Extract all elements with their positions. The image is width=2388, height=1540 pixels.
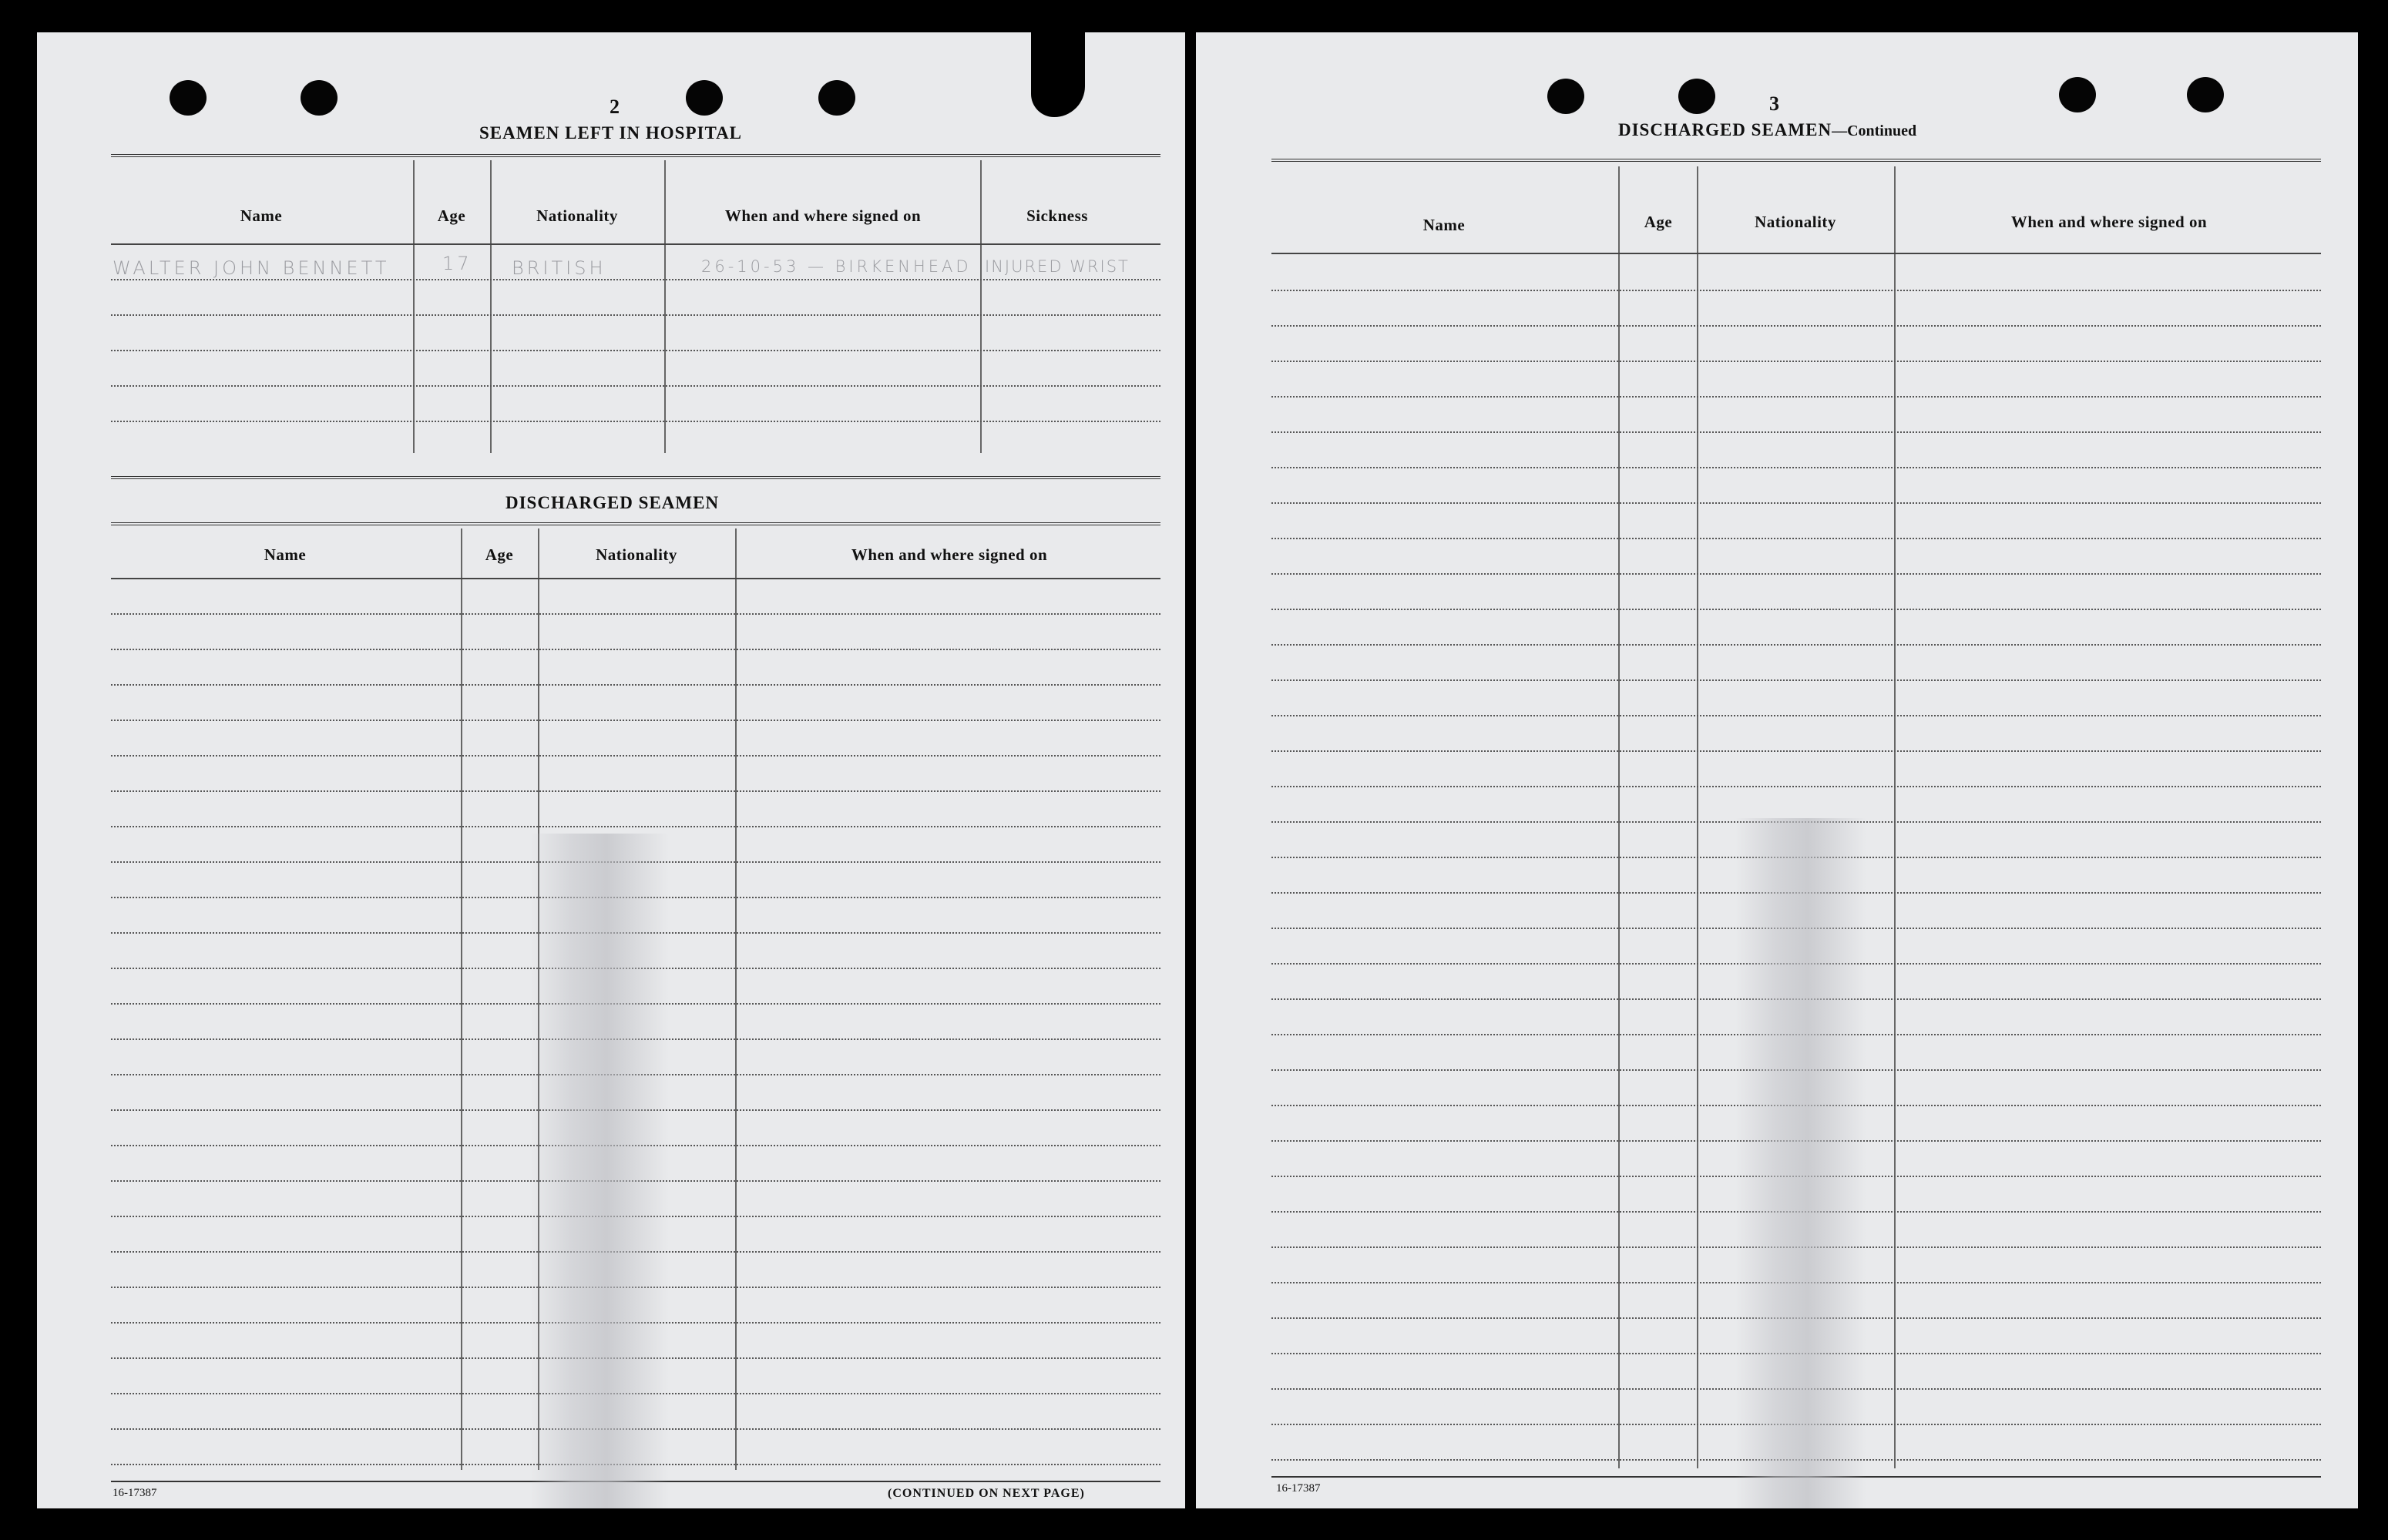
table-row: [111, 684, 1160, 686]
table-row: [1271, 786, 2321, 787]
right-section-title: [1618, 120, 1916, 140]
table-row: [1271, 609, 2321, 610]
punch-hole: [2059, 77, 2096, 112]
hospital-entry-nationality: BRITISH: [512, 257, 606, 279]
column-header-sickness: Sickness: [1026, 206, 1088, 225]
punch-hole: [170, 80, 207, 116]
table-row: [1271, 679, 2321, 681]
tape-stain: [1735, 818, 1866, 1508]
right-page: [1196, 32, 2358, 1508]
punch-hole: [818, 80, 855, 116]
table-row: [1271, 431, 2321, 433]
table-row: [111, 790, 1160, 792]
column-header-signed-on: When and where signed on: [724, 206, 922, 225]
column-header-age: Age: [485, 545, 514, 564]
table-row: [1271, 325, 2321, 327]
tape-stain: [530, 834, 669, 1508]
column-header-signed-on: When and where signed on: [2010, 213, 2208, 231]
hospital-entry-signed-on: 26-10-53 — BIRKENHEAD: [701, 257, 972, 276]
table-row: [111, 826, 1160, 827]
table-row: [1271, 290, 2321, 291]
table-row: [1271, 573, 2321, 575]
table-row: [111, 649, 1160, 650]
table-row: [111, 350, 1160, 351]
table-row: [1271, 502, 2321, 504]
header-rule: [111, 154, 1160, 157]
hospital-section-title: SEAMEN LEFT IN HOSPITAL: [479, 123, 743, 143]
table-row: [1271, 467, 2321, 468]
hospital-entry-name: WALTER JOHN BENNETT: [113, 257, 390, 279]
column-header-signed-on: When and where signed on: [851, 545, 1048, 564]
punch-hole: [1678, 79, 1715, 114]
left-page: [37, 32, 1185, 1508]
form-number: 16-17387: [113, 1487, 157, 1499]
hospital-entry-sickness: INJURED WRIST: [985, 257, 1130, 276]
title-suffix: —Continued: [1832, 122, 1917, 139]
paper-tear: [1031, 32, 1085, 117]
table-row: [111, 720, 1160, 721]
punch-hole: [2187, 77, 2224, 112]
table-row: [1271, 644, 2321, 646]
table-row: [111, 314, 1160, 316]
table-row: [1271, 750, 2321, 752]
column-header-nationality: Nationality: [596, 545, 677, 564]
table-row: [111, 279, 1160, 280]
table-row: [111, 613, 1160, 615]
column-header-nationality: Nationality: [536, 206, 618, 225]
column-header-nationality: Nationality: [1755, 213, 1836, 231]
column-header-name: Name: [1422, 216, 1466, 234]
column-header-age: Age: [437, 206, 466, 225]
punch-hole: [301, 80, 338, 116]
continued-note: (CONTINUED ON NEXT PAGE): [888, 1487, 1085, 1500]
table-row: [1271, 396, 2321, 398]
punch-hole: [1547, 79, 1584, 114]
table-row: [111, 421, 1160, 422]
hospital-table: [111, 160, 1160, 476]
column-header-name: Name: [240, 206, 283, 225]
column-header-age: Age: [1644, 213, 1673, 231]
table-row: [111, 755, 1160, 757]
table-row: [1271, 538, 2321, 539]
table-row: [1271, 715, 2321, 716]
hospital-entry-age: 17: [442, 253, 472, 274]
punch-hole: [686, 80, 723, 116]
discharged-section-title: DISCHARGED SEAMEN: [505, 493, 720, 512]
form-number: 16-17387: [1276, 1482, 1321, 1495]
table-row: [1271, 361, 2321, 362]
column-header-name: Name: [264, 545, 307, 564]
page-number: 3: [1769, 92, 1779, 115]
title-text: DISCHARGED SEAMEN: [1618, 120, 1832, 139]
page-number: 2: [610, 96, 620, 118]
table-row: [111, 385, 1160, 387]
